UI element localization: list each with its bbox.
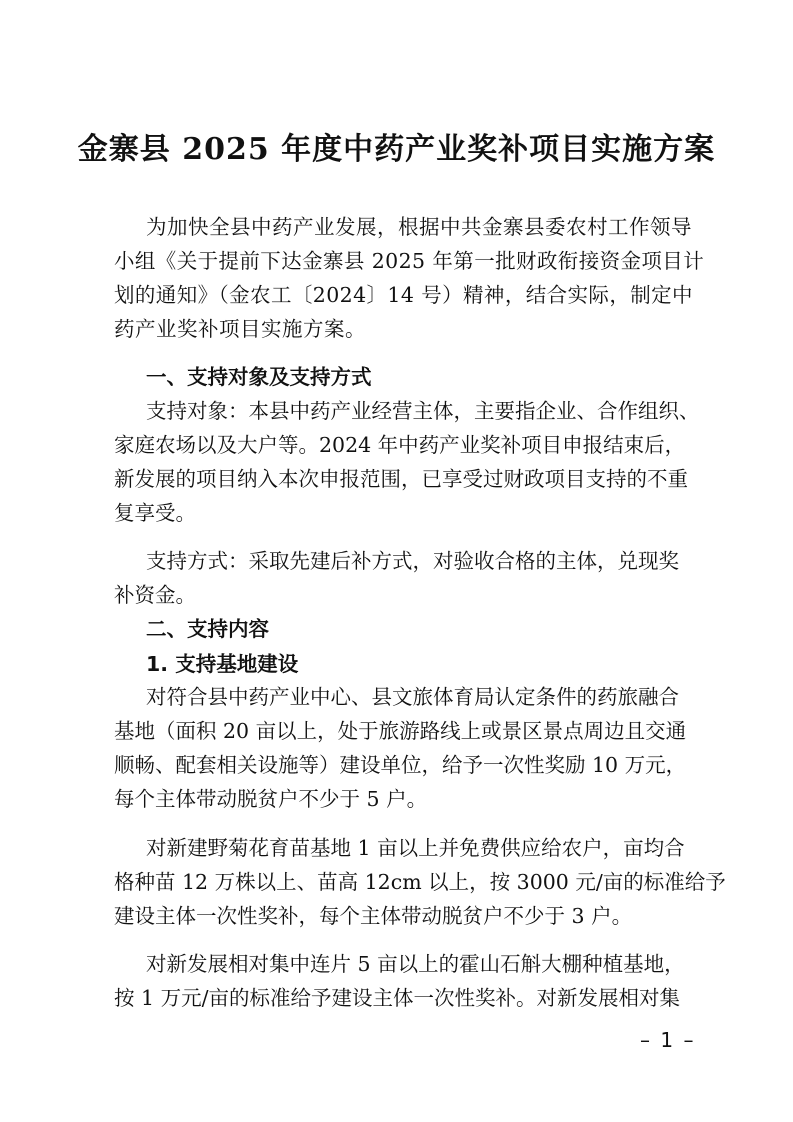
intro-paragraph-line: 划的通知》（金农工〔2024〕14 号）精神，结合实际，制定中 [114,283,693,307]
page-number: – 1 – [640,1028,696,1052]
support-method-line: 补资金。 [114,583,196,607]
dendrobium-base-line: 对新发展相对集中连片 5 亩以上的霍山石斛大棚种植基地， [146,952,685,976]
section-heading-2: 二、支持内容 [146,617,269,641]
subsection-heading-1: 1. 支持基地建设 [146,652,299,676]
chrysanthemum-base-line: 对新建野菊花育苗基地 1 亩以上并免费供应给农户，亩均合 [146,836,685,860]
base-construction-line: 对符合县中药产业中心、县文旅体育局认定条件的药旅融合 [146,685,679,709]
support-target-line: 支持对象：本县中药产业经营主体，主要指企业、合作组织、 [146,399,700,423]
dendrobium-base-line: 按 1 万元/亩的标准给予建设主体一次性奖补。对新发展相对集 [114,986,680,1010]
document-title: 金寨县 2025 年度中药产业奖补项目实施方案 [77,132,716,167]
base-construction-line: 基地（面积 20 亩以上，处于旅游路线上或景区景点周边且交通 [114,719,687,743]
support-target-line: 复享受。 [114,501,196,525]
chrysanthemum-base-line: 格种苗 12 万株以上、苗高 12cm 以上，按 3000 元/亩的标准给予 [114,870,726,894]
support-method-line: 支持方式：采取先建后补方式，对验收合格的主体，兑现奖 [146,549,679,573]
intro-paragraph-line: 为加快全县中药产业发展，根据中共金寨县委农村工作领导 [146,215,692,239]
base-construction-line: 每个主体带动脱贫户不少于 5 户。 [114,787,428,811]
support-target-line: 新发展的项目纳入本次申报范围，已享受过财政项目支持的不重 [114,467,688,491]
section-heading-1: 一、支持对象及支持方式 [146,365,372,389]
chrysanthemum-base-line: 建设主体一次性奖补，每个主体带动脱贫户不少于 3 户。 [114,904,633,928]
intro-paragraph-line: 小组《关于提前下达金寨县 2025 年第一批财政衔接资金项目计 [114,249,705,273]
intro-paragraph-line: 药产业奖补项目实施方案。 [114,317,366,341]
base-construction-line: 顺畅、配套相关设施等）建设单位，给予一次性奖励 10 万元， [114,753,687,777]
support-target-line: 家庭农场以及大户等。2024 年中药产业奖补项目申报结束后， [114,433,686,457]
